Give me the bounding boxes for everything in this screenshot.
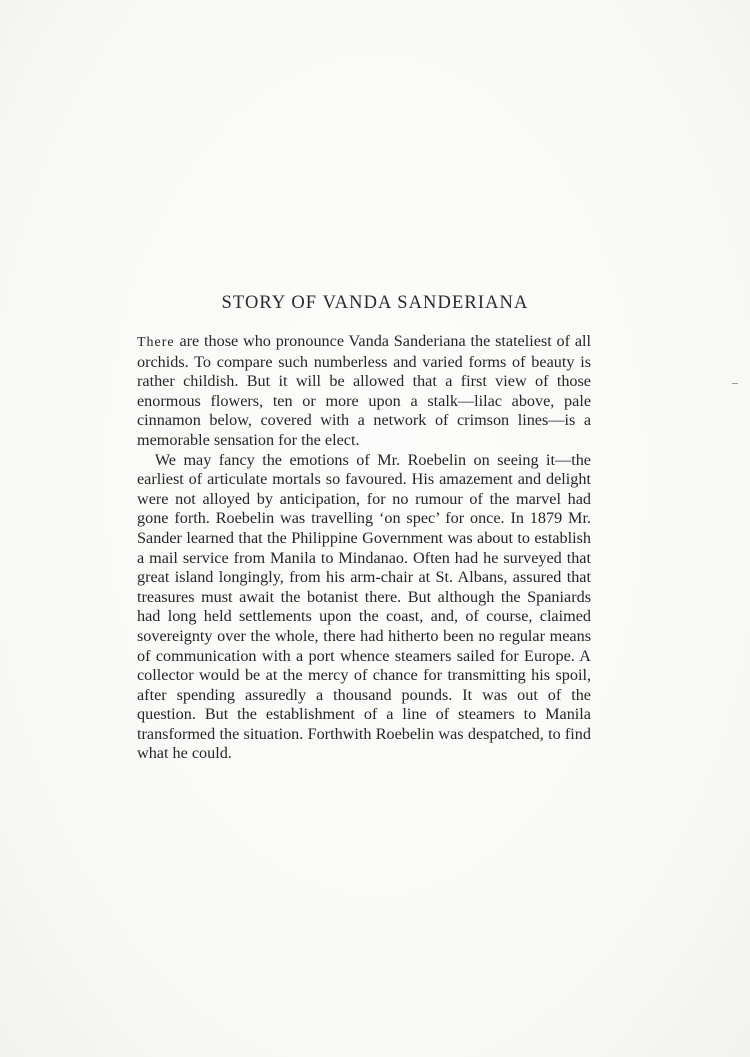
chapter-title: STORY OF VANDA SANDERIANA <box>221 293 529 313</box>
paragraph-lead-word: There <box>137 335 175 350</box>
margin-mark <box>732 383 738 384</box>
paragraph-1 <box>137 332 591 451</box>
chapter-body <box>137 332 591 764</box>
paragraph-1-text: are those who pronounce Vanda Sanderiana the stateliest of all orchids. To compare such numberless and varied forms of beauty is rather childish. But it will be allowed that a first view of those enormous flowers, ten or more upon a stalk—lilac above, pale cinnamon below, covered with a network of crimson lines—is a memorable sensation for the elect. <box>137 332 591 449</box>
paragraph-2: We may fancy the emotions of Mr. Roebelin on seeing it—the earliest of articulate mortals so favoured. His amazement and delight were not alloyed by anticipation, for no rumour of the marvel had gone forth. Roebelin was travelling ‘on spec’ for once. In 1879 Mr. Sander learned that the Philippine Government was about to establish a mail service from Manila to Mindanao. Often had he surveyed that great island longingly, from his arm-chair at St. Albans, assured that treasures must await the botanist there. But although the Spaniards had long held settlements upon the coast, and, of course, claimed sovereignty over the whole, there had hitherto been no regular means of communication with a port whence steamers sailed for Europe. A collector would be at the mercy of chance for transmitting his spoil, after spending assuredly a thousand pounds. It was out of the question. But the establishment of a line of steamers to Manila transformed the situation. Forthwith Roebelin was despatched, to find what he could. <box>137 450 591 763</box>
